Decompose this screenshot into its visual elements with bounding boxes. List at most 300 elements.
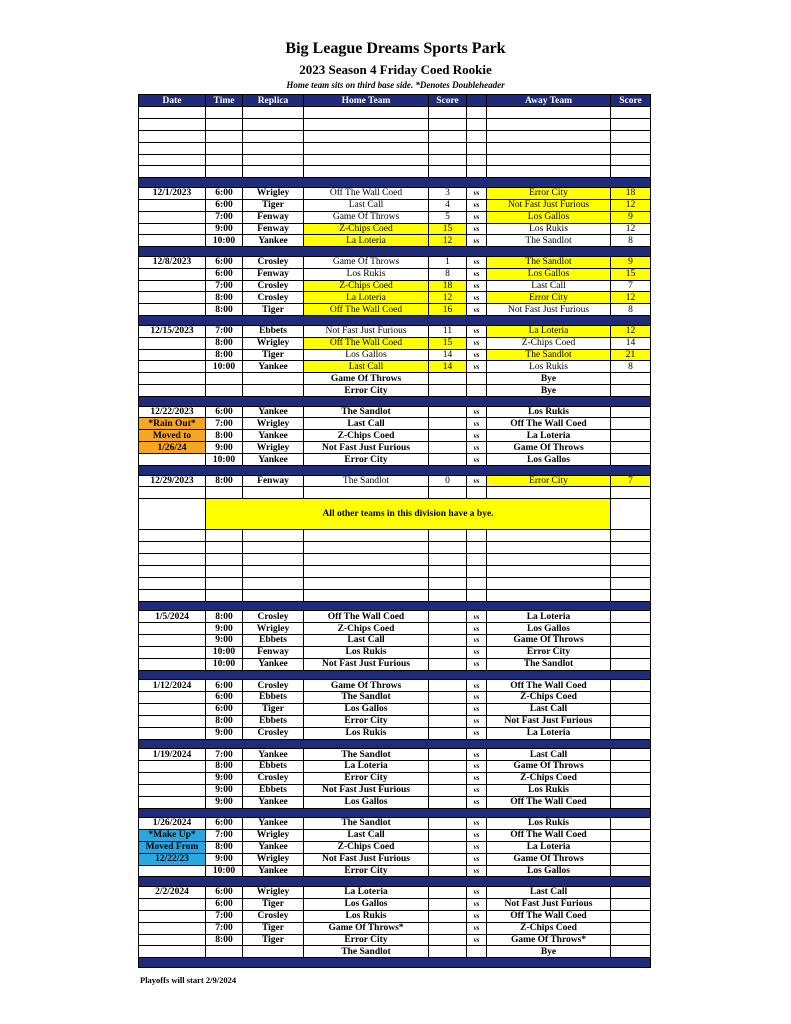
week-separator <box>139 958 651 968</box>
game-time: 10:00 <box>206 454 243 466</box>
vs-label: vs <box>467 430 487 442</box>
field-name: Crosley <box>243 256 304 268</box>
home-score: 14 <box>429 361 467 373</box>
field-name: Yankee <box>243 430 304 442</box>
table-row <box>139 749 651 761</box>
vs-label: vs <box>467 703 487 715</box>
away-team: Not Fast Just Furious <box>487 199 611 211</box>
date-cell <box>139 530 206 542</box>
away-team: Off The Wall Coed <box>487 418 611 430</box>
blank-cell <box>206 166 243 178</box>
table-row <box>139 199 651 211</box>
away-team: Bye <box>487 946 611 958</box>
blank-cell <box>467 542 487 554</box>
field-name: Wrigley <box>243 829 304 841</box>
game-time: 6:00 <box>206 898 243 910</box>
vs-label: vs <box>467 829 487 841</box>
home-team: Z-Chips Coed <box>304 430 429 442</box>
away-score: 8 <box>611 361 651 373</box>
table-row <box>139 818 651 830</box>
away-team: Los Gallos <box>487 865 611 877</box>
away-score <box>611 910 651 922</box>
blank-cell <box>206 154 243 166</box>
vs-label: vs <box>467 715 487 727</box>
away-score: 18 <box>611 187 651 199</box>
blank-cell <box>611 542 651 554</box>
date-cell <box>139 361 206 373</box>
vs-label: vs <box>467 853 487 865</box>
blank-cell <box>487 589 611 601</box>
table-row <box>139 211 651 223</box>
home-score <box>429 442 467 454</box>
home-score <box>429 934 467 946</box>
game-time: 6:00 <box>206 692 243 704</box>
home-team: Not Fast Just Furious <box>304 658 429 670</box>
week-date: 12/1/2023 <box>139 187 206 199</box>
home-team: Los Gallos <box>304 349 429 361</box>
field-name: Crosley <box>243 727 304 739</box>
blank-cell <box>487 566 611 578</box>
home-team: Z-Chips Coed <box>304 841 429 853</box>
home-team: Los Rukis <box>304 910 429 922</box>
vs-label: vs <box>467 680 487 692</box>
home-team: Z-Chips Coed <box>304 623 429 635</box>
home-score: 8 <box>429 268 467 280</box>
blank-cell <box>243 118 304 130</box>
table-row <box>139 658 651 670</box>
blank-cell <box>487 107 611 119</box>
vs-label: vs <box>467 784 487 796</box>
away-team: Los Rukis <box>487 818 611 830</box>
vs-label: vs <box>467 865 487 877</box>
blank-cell <box>467 107 487 119</box>
separator-bar <box>139 316 651 326</box>
game-time: 9:00 <box>206 772 243 784</box>
blank-cell <box>429 577 467 589</box>
home-score <box>429 772 467 784</box>
home-team: Game Of Throws* <box>304 922 429 934</box>
table-row <box>139 280 651 292</box>
home-team: Error City <box>304 385 429 397</box>
field-name: Fenway <box>243 646 304 658</box>
blank-cell <box>139 166 206 178</box>
home-team: Los Gallos <box>304 796 429 808</box>
away-score: 7 <box>611 280 651 292</box>
game-time: 7:00 <box>206 280 243 292</box>
table-row <box>139 349 651 361</box>
blank-cell <box>467 487 487 499</box>
blank-cell <box>304 554 429 566</box>
date-cell <box>139 566 206 578</box>
home-team: Error City <box>304 772 429 784</box>
away-team: Off The Wall Coed <box>487 796 611 808</box>
vs-label: vs <box>467 304 487 316</box>
home-score <box>429 853 467 865</box>
home-team: The Sandlot <box>304 749 429 761</box>
date-cell <box>139 349 206 361</box>
table-row <box>139 499 651 530</box>
vs-label: vs <box>467 442 487 454</box>
game-time: 6:00 <box>206 886 243 898</box>
blank-cell <box>429 487 467 499</box>
home-score <box>429 418 467 430</box>
vs-label: vs <box>467 418 487 430</box>
date-cell <box>139 865 206 877</box>
field-name: Crosley <box>243 292 304 304</box>
game-time: 10:00 <box>206 865 243 877</box>
home-team: Not Fast Just Furious <box>304 325 429 337</box>
home-score <box>429 703 467 715</box>
away-score <box>611 818 651 830</box>
game-time: 8:00 <box>206 475 243 487</box>
table-row <box>139 829 651 841</box>
blank-row <box>139 142 651 154</box>
away-score <box>611 796 651 808</box>
blank-cell <box>243 487 304 499</box>
field-name: Ebbets <box>243 692 304 704</box>
vs-label: vs <box>467 211 487 223</box>
vs-label: vs <box>467 646 487 658</box>
home-team: La Loteria <box>304 292 429 304</box>
blank-cell <box>206 554 243 566</box>
home-score <box>429 373 467 385</box>
date-cell <box>139 634 206 646</box>
game-time: 7:00 <box>206 829 243 841</box>
away-team: The Sandlot <box>487 658 611 670</box>
table-row <box>139 454 651 466</box>
home-score: 14 <box>429 349 467 361</box>
table-row <box>139 487 651 499</box>
away-score <box>611 623 651 635</box>
home-team: Game Of Throws <box>304 680 429 692</box>
home-team: La Loteria <box>304 886 429 898</box>
week-date: 12/29/2023 <box>139 475 206 487</box>
away-score: 8 <box>611 235 651 247</box>
away-score <box>611 442 651 454</box>
game-time: 6:00 <box>206 187 243 199</box>
blank-cell <box>206 107 243 119</box>
date-cell <box>139 499 206 530</box>
away-score <box>611 634 651 646</box>
away-team: Bye <box>487 385 611 397</box>
date-cell <box>139 715 206 727</box>
home-team: Last Call <box>304 634 429 646</box>
table-row <box>139 235 651 247</box>
blank-cell <box>429 530 467 542</box>
home-team: Game Of Throws <box>304 211 429 223</box>
field-name: Wrigley <box>243 337 304 349</box>
blank-cell <box>429 542 467 554</box>
blank-cell <box>429 589 467 601</box>
separator-bar <box>139 247 651 257</box>
blank-cell <box>487 154 611 166</box>
game-time: 8:00 <box>206 934 243 946</box>
date-cell <box>139 223 206 235</box>
blank-cell <box>304 142 429 154</box>
home-team: Last Call <box>304 829 429 841</box>
week-separator <box>139 808 651 818</box>
table-row <box>139 577 651 589</box>
vs-label: vs <box>467 898 487 910</box>
separator-bar <box>139 958 651 968</box>
home-team: Last Call <box>304 361 429 373</box>
away-score <box>611 727 651 739</box>
game-time: 6:00 <box>206 680 243 692</box>
table-row <box>139 634 651 646</box>
table-row <box>139 727 651 739</box>
blank-cell <box>467 118 487 130</box>
table-row <box>139 922 651 934</box>
table-row <box>139 442 651 454</box>
field-name: Tiger <box>243 199 304 211</box>
schedule-body <box>139 107 651 968</box>
col-vs <box>467 95 487 107</box>
away-team: Last Call <box>487 703 611 715</box>
blank-cell <box>304 542 429 554</box>
away-team: The Sandlot <box>487 235 611 247</box>
table-row <box>139 337 651 349</box>
home-team: The Sandlot <box>304 818 429 830</box>
blank-cell <box>304 166 429 178</box>
blank-cell <box>467 566 487 578</box>
table-row <box>139 589 651 601</box>
col-away-score: Score <box>611 95 651 107</box>
field-name: Wrigley <box>243 418 304 430</box>
blank-cell <box>243 589 304 601</box>
field-name: Wrigley <box>243 442 304 454</box>
blank-row <box>139 166 651 178</box>
col-away-team: Away Team <box>487 95 611 107</box>
away-team: Not Fast Just Furious <box>487 898 611 910</box>
week-date: 12/8/2023 <box>139 256 206 268</box>
vs-label: vs <box>467 292 487 304</box>
blank-row <box>139 118 651 130</box>
date-cell <box>139 934 206 946</box>
home-team: Not Fast Just Furious <box>304 853 429 865</box>
home-score <box>429 898 467 910</box>
home-team: Error City <box>304 934 429 946</box>
home-score <box>429 623 467 635</box>
home-score <box>429 865 467 877</box>
away-team: Z-Chips Coed <box>487 337 611 349</box>
date-cell <box>139 658 206 670</box>
home-team: The Sandlot <box>304 946 429 958</box>
away-score: 14 <box>611 337 651 349</box>
field-name: Yankee <box>243 841 304 853</box>
col-time: Time <box>206 95 243 107</box>
home-score <box>429 829 467 841</box>
vs-label: vs <box>467 692 487 704</box>
away-team: Last Call <box>487 886 611 898</box>
date-cell <box>139 199 206 211</box>
blank-cell <box>139 154 206 166</box>
blank-row <box>139 130 651 142</box>
blank-cell <box>304 589 429 601</box>
col-date: Date <box>139 95 206 107</box>
blank-cell <box>243 107 304 119</box>
blank-cell <box>611 566 651 578</box>
date-cell <box>139 772 206 784</box>
blank-cell <box>206 577 243 589</box>
game-time: 9:00 <box>206 727 243 739</box>
away-team: Error City <box>487 475 611 487</box>
blank-row <box>139 107 651 119</box>
field-name: Tiger <box>243 703 304 715</box>
blank-cell <box>487 118 611 130</box>
date-cell <box>139 646 206 658</box>
home-score <box>429 727 467 739</box>
blank-cell <box>429 166 467 178</box>
home-team: Los Gallos <box>304 898 429 910</box>
date-cell <box>139 211 206 223</box>
away-score: 15 <box>611 268 651 280</box>
home-score: 15 <box>429 337 467 349</box>
field-name: Crosley <box>243 611 304 623</box>
week-separator <box>139 397 651 407</box>
date-cell <box>139 235 206 247</box>
vs-label: vs <box>467 922 487 934</box>
away-team: Los Rukis <box>487 784 611 796</box>
home-score: 18 <box>429 280 467 292</box>
home-score: 12 <box>429 292 467 304</box>
blank-cell <box>429 118 467 130</box>
home-score <box>429 841 467 853</box>
away-team: Los Rukis <box>487 361 611 373</box>
home-score <box>429 692 467 704</box>
away-score <box>611 418 651 430</box>
game-time: 7:00 <box>206 910 243 922</box>
blank-cell <box>304 530 429 542</box>
week-separator <box>139 601 651 611</box>
away-score: 8 <box>611 304 651 316</box>
field-name: Ebbets <box>243 760 304 772</box>
week-date: 12/22/2023 <box>139 406 206 418</box>
separator-bar <box>139 466 651 476</box>
table-row <box>139 760 651 772</box>
home-team: Off The Wall Coed <box>304 611 429 623</box>
date-cell <box>139 268 206 280</box>
game-time: 9:00 <box>206 784 243 796</box>
blank-cell <box>206 118 243 130</box>
blank-cell <box>304 107 429 119</box>
date-cell <box>139 727 206 739</box>
blank-cell <box>467 166 487 178</box>
home-score: 15 <box>429 223 467 235</box>
vs-label: vs <box>467 760 487 772</box>
away-team: La Loteria <box>487 841 611 853</box>
blank-cell <box>304 154 429 166</box>
blank-cell <box>243 566 304 578</box>
home-team: Error City <box>304 865 429 877</box>
blank-cell <box>611 589 651 601</box>
vs-label: vs <box>467 818 487 830</box>
blank-cell <box>611 118 651 130</box>
away-team: Los Gallos <box>487 268 611 280</box>
home-score: 5 <box>429 211 467 223</box>
vs-label: vs <box>467 361 487 373</box>
date-cell <box>139 910 206 922</box>
home-score: 1 <box>429 256 467 268</box>
schedule-note-cell: 1/26/24 <box>139 442 206 454</box>
table-row <box>139 772 651 784</box>
away-score <box>611 385 651 397</box>
home-score <box>429 406 467 418</box>
away-team: Los Gallos <box>487 211 611 223</box>
home-team: Off The Wall Coed <box>304 304 429 316</box>
date-cell <box>139 385 206 397</box>
separator-bar <box>139 601 651 611</box>
away-score <box>611 760 651 772</box>
field-name <box>243 373 304 385</box>
blank-cell <box>429 554 467 566</box>
table-row <box>139 187 651 199</box>
away-score <box>611 703 651 715</box>
blank-cell <box>139 142 206 154</box>
bye-message: All other teams in this division have a bye. <box>206 499 611 530</box>
game-time: 10:00 <box>206 235 243 247</box>
blank-cell <box>611 530 651 542</box>
blank-cell <box>429 107 467 119</box>
home-team: The Sandlot <box>304 475 429 487</box>
blank-cell <box>611 577 651 589</box>
blank-cell <box>304 487 429 499</box>
blank-cell <box>611 554 651 566</box>
table-row <box>139 418 651 430</box>
away-team: Z-Chips Coed <box>487 922 611 934</box>
blank-cell <box>429 130 467 142</box>
home-score <box>429 886 467 898</box>
blank-cell <box>304 130 429 142</box>
blank-cell <box>611 166 651 178</box>
date-cell <box>139 784 206 796</box>
home-team: Last Call <box>304 418 429 430</box>
table-row <box>139 865 651 877</box>
vs-label: vs <box>467 886 487 898</box>
away-team: Bye <box>487 373 611 385</box>
away-score <box>611 865 651 877</box>
away-team: Game Of Throws <box>487 760 611 772</box>
week-date: 12/15/2023 <box>139 325 206 337</box>
page-subtitle: 2023 Season 4 Friday Coed Rookie <box>299 62 492 77</box>
blank-cell <box>611 154 651 166</box>
blank-cell <box>243 554 304 566</box>
schedule-note-cell: *Rain Out* <box>139 418 206 430</box>
away-team: Z-Chips Coed <box>487 772 611 784</box>
home-team: Z-Chips Coed <box>304 223 429 235</box>
away-team: Not Fast Just Furious <box>487 304 611 316</box>
field-name: Yankee <box>243 361 304 373</box>
table-row <box>139 841 651 853</box>
away-score: 12 <box>611 223 651 235</box>
date-cell <box>139 542 206 554</box>
away-score <box>611 853 651 865</box>
week-date: 2/2/2024 <box>139 886 206 898</box>
table-row <box>139 853 651 865</box>
vs-label: vs <box>467 349 487 361</box>
blank-cell <box>206 487 243 499</box>
blank-cell <box>206 530 243 542</box>
away-score <box>611 658 651 670</box>
home-score: 3 <box>429 187 467 199</box>
away-team: La Loteria <box>487 430 611 442</box>
away-score: 21 <box>611 349 651 361</box>
table-row <box>139 646 651 658</box>
home-team: The Sandlot <box>304 406 429 418</box>
table-row <box>139 566 651 578</box>
game-time: 9:00 <box>206 623 243 635</box>
field-name: Ebbets <box>243 634 304 646</box>
away-score <box>611 934 651 946</box>
